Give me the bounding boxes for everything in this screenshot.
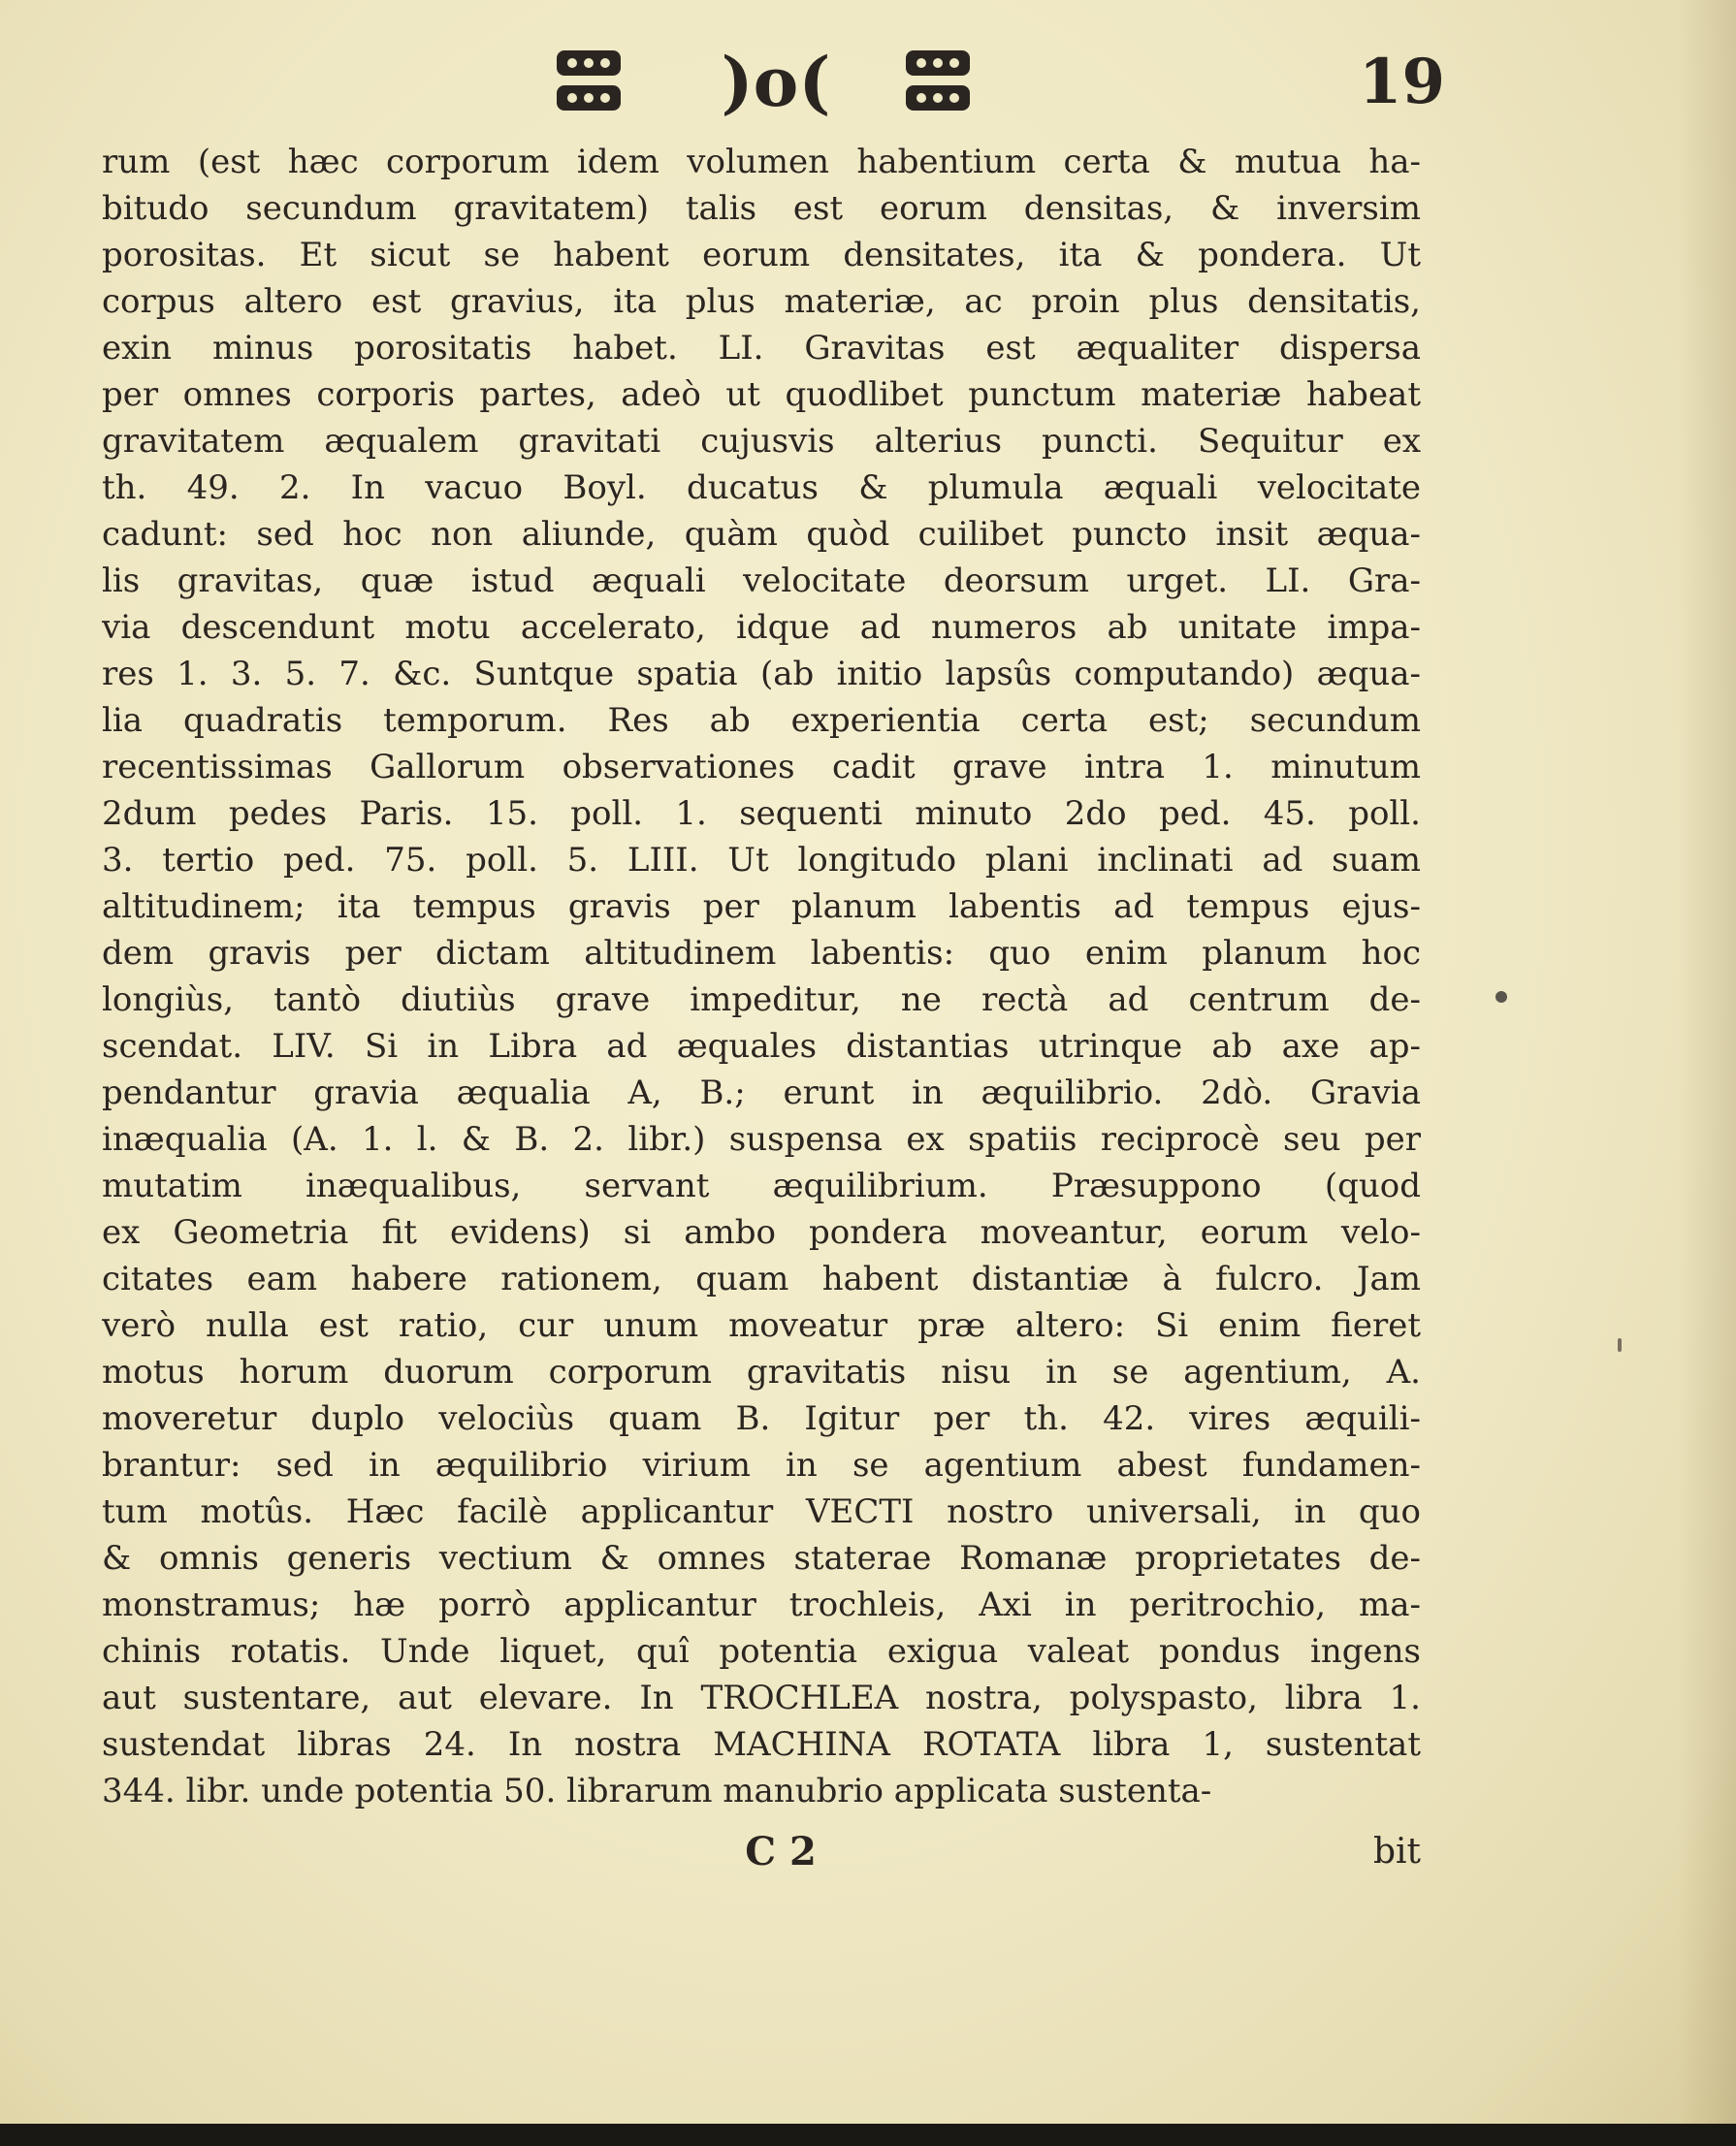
text-line: corpus altero est gravius, ita plus materiæ, ac proin plus densitatis, bbox=[102, 282, 1421, 321]
text-line: 2dum pedes Paris. 15. poll. 1. sequenti minuto 2do ped. 45. poll. bbox=[102, 794, 1421, 833]
text-line: 3. tertio ped. 75. poll. 5. LIII. Ut longitudo plani inclinati ad suam bbox=[102, 841, 1421, 880]
text-line: recentissimas Gallorum observationes cadit grave intra 1. minutum bbox=[102, 748, 1421, 786]
text-line: cadunt: sed hoc non aliunde, quàm quòd cuilibet puncto insit æqua- bbox=[102, 515, 1421, 554]
text-line: bitudo secundum gravitatem) talis est eorum densitas, & inversim bbox=[102, 189, 1421, 228]
text-line: tum motûs. Hæc facilè applicantur VECTI nostro universali, in quo bbox=[102, 1492, 1421, 1531]
text-line: aut sustentare, aut elevare. In TROCHLEA nostra, polyspasto, libra 1. bbox=[102, 1679, 1421, 1717]
signature-mark: C 2 bbox=[745, 1829, 817, 1874]
text-line: th. 49. 2. In vacuo Boyl. ducatus & plumula æquali velocitate bbox=[102, 468, 1421, 507]
text-line: scendat. LIV. Si in Libra ad æquales distantias utrinque ab axe ap- bbox=[102, 1027, 1421, 1066]
text-line: rum (est hæc corporum idem volumen habentium certa & mutua ha- bbox=[102, 143, 1421, 181]
text-line: citates eam habere rationem, quam habent distantiæ à fulcro. Jam bbox=[102, 1260, 1421, 1298]
text-line: mutatim inæqualibus, servant æquilibrium. Præsuppono (quod bbox=[102, 1167, 1421, 1205]
text-line: lia quadratis temporum. Res ab experientia certa est; secundum bbox=[102, 701, 1421, 740]
text-line: res 1. 3. 5. 7. &c. Suntque spatia (ab initio lapsûs computando) æqua- bbox=[102, 655, 1421, 693]
text-line: & omnis generis vectium & omnes staterae Romanæ proprietates de- bbox=[102, 1539, 1421, 1578]
text-line: gravitatem æqualem gravitati cujusvis alterius puncti. Sequitur ex bbox=[102, 422, 1421, 461]
ink-speck bbox=[1495, 991, 1507, 1003]
text-line: dem gravis per dictam altitudinem labentis: quo enim planum hoc bbox=[102, 934, 1421, 973]
text-line: verò nulla est ratio, cur unum moveatur præ altero: Si enim fieret bbox=[102, 1306, 1421, 1345]
text-line: moveretur duplo velociùs quam B. Igitur per th. 42. vires æquili- bbox=[102, 1399, 1421, 1438]
text-line: sustendat libras 24. In nostra MACHINA ROTATA libra 1, sustentat bbox=[102, 1725, 1421, 1764]
text-line: 344. libr. unde potentia 50. librarum manubrio applicata sustenta- bbox=[102, 1772, 1212, 1810]
printer-ornament-right-icon bbox=[902, 47, 974, 114]
text-line: lis gravitas, quæ istud æquali velocitate deorsum urget. LI. Gra- bbox=[102, 561, 1421, 600]
printer-ornament-left-icon bbox=[553, 47, 625, 114]
text-line: pendantur gravia æqualia A, B.; erunt in æquilibrio. 2dò. Gravia bbox=[102, 1073, 1421, 1112]
text-line: chinis rotatis. Unde liquet, quî potentia exigua valeat pondus ingens bbox=[102, 1632, 1421, 1671]
ink-speck bbox=[1618, 1338, 1622, 1352]
running-header bbox=[0, 39, 1736, 126]
catchword: bit bbox=[1372, 1832, 1421, 1872]
header-mark: )o( bbox=[721, 42, 831, 122]
text-line: motus horum duorum corporum gravitatis nisu in se agentium, A. bbox=[102, 1353, 1421, 1392]
text-line: longiùs, tantò diutiùs grave impeditur, ne rectà ad centrum de- bbox=[102, 980, 1421, 1019]
text-line: altitudinem; ita tempus gravis per planum labentis ad tempus ejus- bbox=[102, 887, 1421, 926]
text-line: per omnes corporis partes, adeò ut quodlibet punctum materiæ habeat bbox=[102, 375, 1421, 414]
page-footer bbox=[102, 1823, 1421, 1881]
page-number: 19 bbox=[1358, 46, 1445, 118]
text-line: brantur: sed in æquilibrio virium in se agentium abest fundamen- bbox=[102, 1446, 1421, 1485]
text-line: via descendunt motu accelerato, idque ad numeros ab unitate impa- bbox=[102, 608, 1421, 647]
text-line: monstramus; hæ porrò applicantur trochleis, Axi in peritrochio, ma- bbox=[102, 1585, 1421, 1624]
text-line: porositas. Et sicut se habent eorum densitates, ita & pondera. Ut bbox=[102, 236, 1421, 274]
page-edge-shadow bbox=[1678, 0, 1736, 2124]
body-text bbox=[102, 139, 1421, 1814]
text-line: exin minus porositatis habet. LI. Gravitas est æqualiter dispersa bbox=[102, 329, 1421, 368]
text-line: ex Geometria fit evidens) si ambo pondera moveantur, eorum velo- bbox=[102, 1213, 1421, 1252]
text-line: inæqualia (A. 1. l. & B. 2. libr.) suspensa ex spatiis reciprocè seu per bbox=[102, 1120, 1421, 1159]
